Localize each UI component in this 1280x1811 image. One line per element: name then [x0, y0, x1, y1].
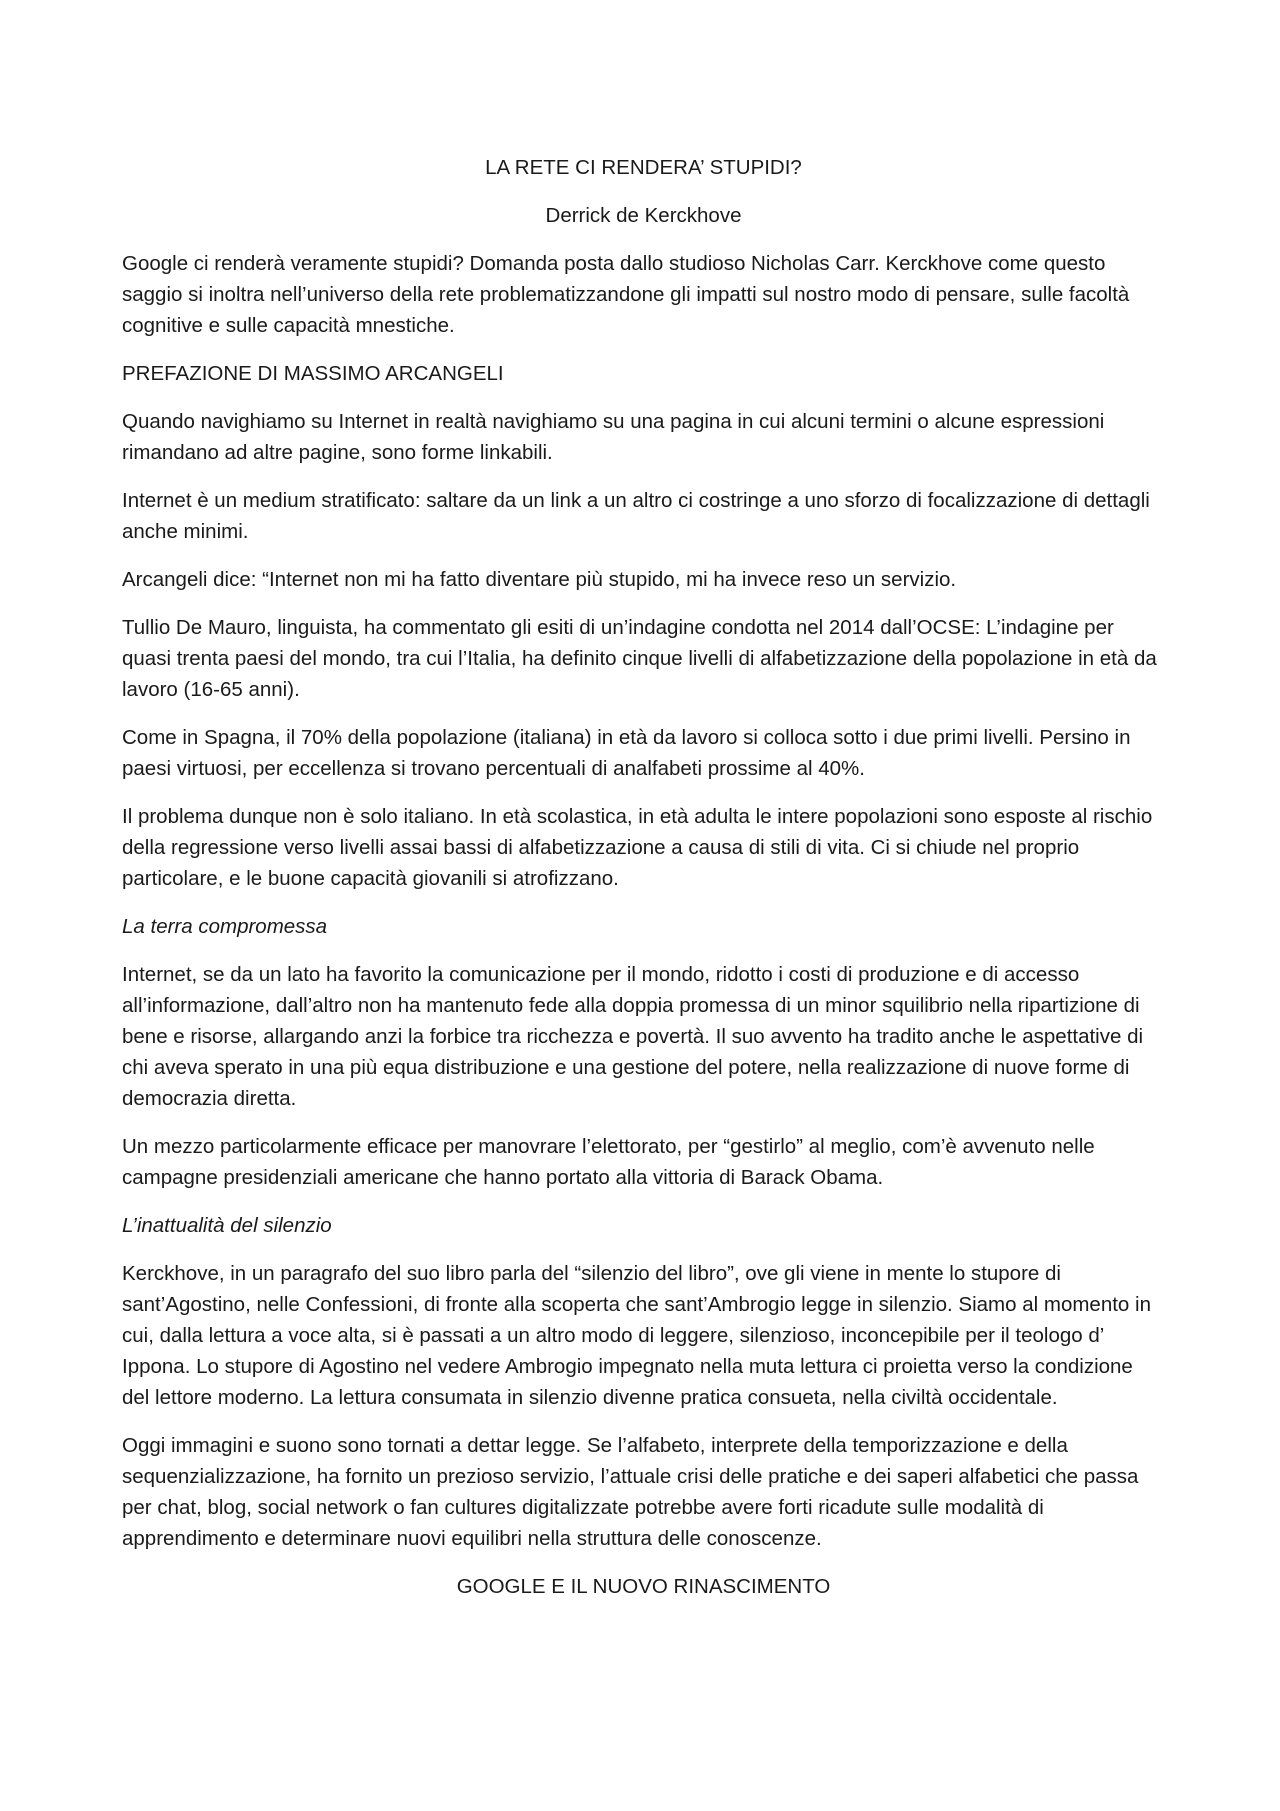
- document-title: LA RETE CI RENDERA’ STUPIDI?: [485, 156, 802, 179]
- paragraph: Tullio De Mauro, linguista, ha commentato gli esiti di un’indagine condotta nel 2014 dall’OCSE: L’indagine per quasi trenta paesi del mondo, tra cui l’Italia, ha definito cinque livelli di alfabetizzazione della popolazione in età da lavoro (16-65 anni).: [122, 616, 1157, 701]
- paragraph: Kerckhove, in un paragrafo del suo libro parla del “silenzio del libro”, ove gli viene in mente lo stupore di sant’Agostino, nelle Confessioni, di fronte alla scoperta che sant’Ambrogio legge in silenzio. Siamo al momento in cui, dalla lettura a voce alta, si è passati a un altro modo di leggere, silenzioso, inconcepibile per il teologo d’ Ippona. Lo stupore di Agostino nel vedere Ambrogio impegnato nella muta lettura ci proietta verso la condizione del lettore moderno. La lettura consumata in silenzio divenne pratica consueta, nella civiltà occidentale.: [122, 1262, 1151, 1409]
- paragraph: Internet è un medium stratificato: saltare da un link a un altro ci costringe a uno sforzo di focalizzazione di dettagli anche minimi.: [122, 489, 1150, 543]
- paragraph: Un mezzo particolarmente efficace per manovrare l’elettorato, per “gestirlo” al meglio, com’è avvenuto nelle campagne presidenziali americane che hanno portato alla vittoria di Barack Obama.: [122, 1135, 1095, 1189]
- preface-heading: PREFAZIONE DI MASSIMO ARCANGELI: [122, 362, 504, 385]
- intro-paragraph: Google ci renderà veramente stupidi? Domanda posta dallo studioso Nicholas Carr. Kerckhove come questo saggio si inoltra nell’universo della rete problematizzandone gli impatti sul nostro modo di pensare, sulle facoltà cognitive e sulle capacità mnestiche.: [122, 252, 1130, 337]
- final-heading: GOOGLE E IL NUOVO RINASCIMENTO: [456, 1575, 831, 1598]
- paragraph: Internet, se da un lato ha favorito la comunicazione per il mondo, ridotto i costi di produzione e di accesso all’informazione, dall’altro non ha mantenuto fede alla doppia promessa di un minor squilibrio nella ripartizione di bene e risorse, allargando anzi la forbice tra ricchezza e povertà. Il suo avvento ha tradito anche le aspettative di chi aveva sperato in una più equa distribuzione e una gestione del potere, nella realizzazione di nuove forme di democrazia diretta.: [122, 963, 1144, 1110]
- paragraph: Come in Spagna, il 70% della popolazione (italiana) in età da lavoro si colloca sotto i due primi livelli. Persino in paesi virtuosi, per eccellenza si trovano percentuali di analfabeti prossime al 40%.: [122, 726, 1131, 780]
- document-author: Derrick de Kerckhove: [545, 204, 742, 227]
- paragraph: Oggi immagini e suono sono tornati a dettar legge. Se l’alfabeto, interprete della temporizzazione e della sequenzializzazione, ha fornito un prezioso servizio, l’attuale crisi delle pratiche e dei saperi alfabetici che passa per chat, blog, social network o fan cultures digitalizzate potrebbe avere forti ricadute sulle modalità di apprendimento e determinare nuovi equilibri nella struttura delle conoscenze.: [122, 1434, 1139, 1550]
- section-heading-inattualita-silenzio: L’inattualità del silenzio: [122, 1214, 332, 1237]
- section-heading-terra-compromessa: La terra compromessa: [122, 915, 328, 938]
- paragraph: Quando navighiamo su Internet in realtà navighiamo su una pagina in cui alcuni termini o alcune espressioni rimandano ad altre pagine, sono forme linkabili.: [122, 410, 1105, 464]
- paragraph: Arcangeli dice: “Internet non mi ha fatto diventare più stupido, mi ha invece reso un servizio.: [122, 568, 957, 591]
- paragraph: Il problema dunque non è solo italiano. In età scolastica, in età adulta le intere popolazioni sono esposte al rischio della regressione verso livelli assai bassi di alfabetizzazione a causa di stili di vita. Ci si chiude nel proprio particolare, e le buone capacità giovanili si atrofizzano.: [122, 805, 1153, 890]
